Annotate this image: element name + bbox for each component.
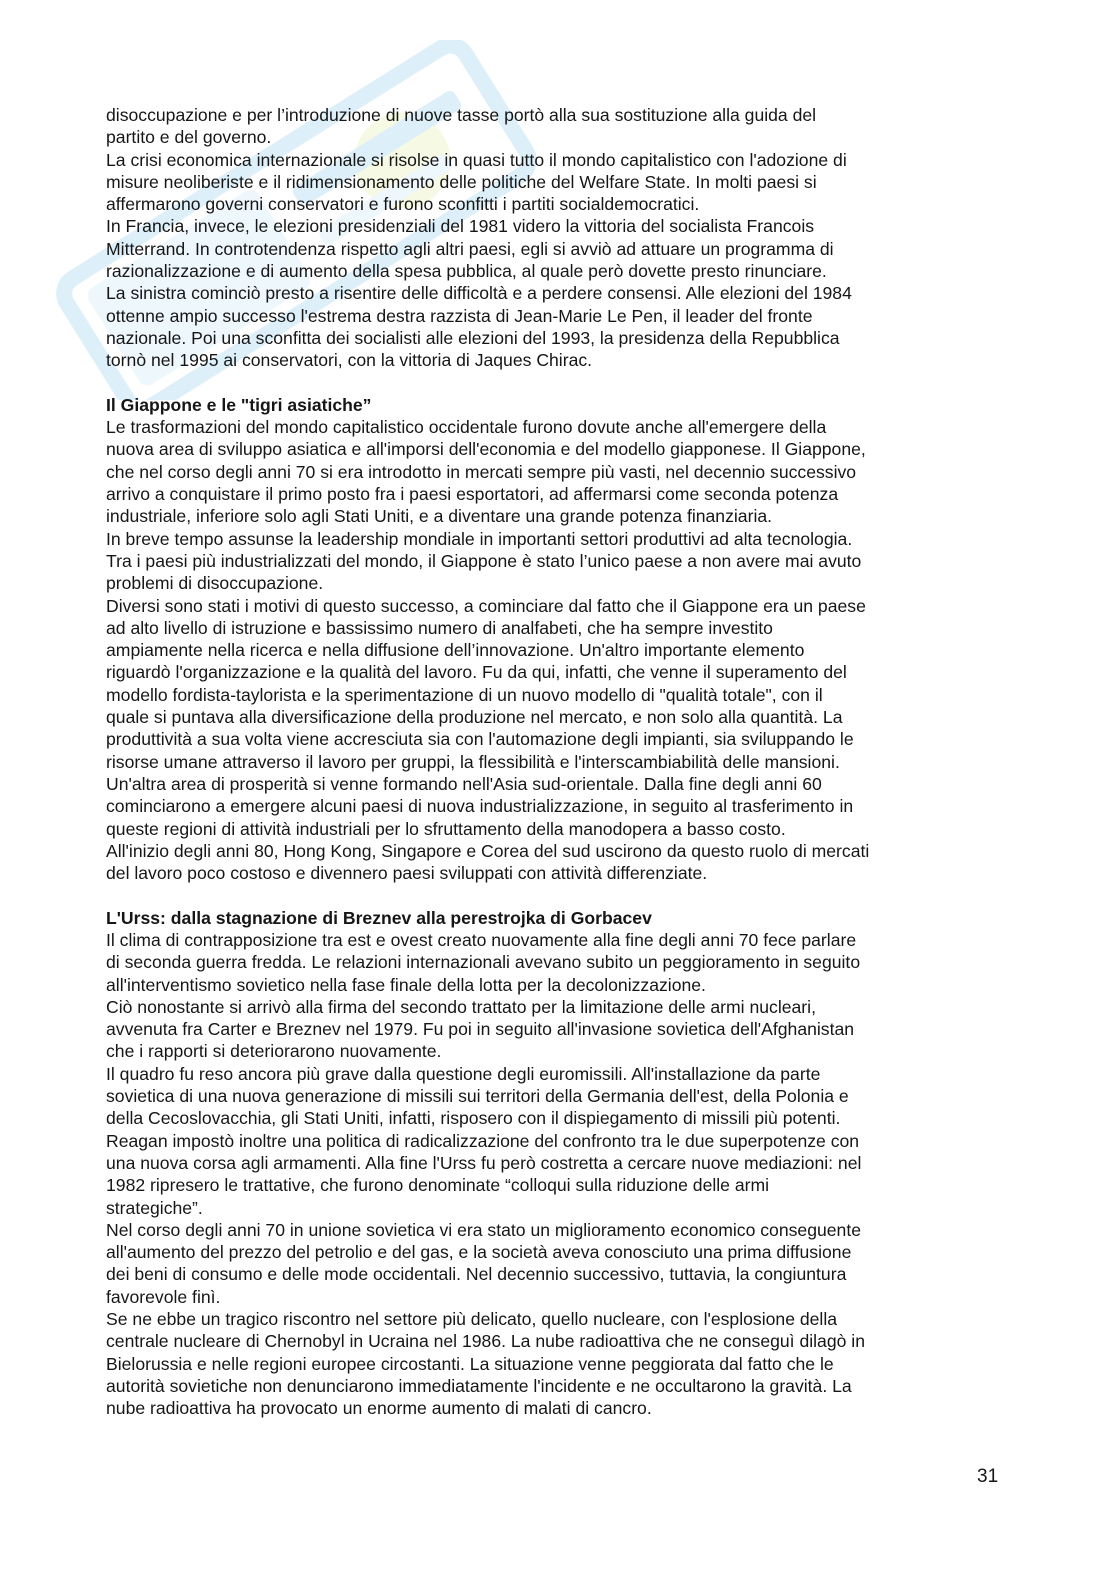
text-line: La sinistra cominciò presto a risentire delle difficoltà e a perdere consensi. Alle elezioni del 1984 <box>106 283 852 304</box>
text-line: Se ne ebbe un tragico riscontro nel settore più delicato, quello nucleare, con l'esplosione della <box>106 1309 838 1330</box>
text-line: di seconda guerra fredda. Le relazioni internazionali avevano subito un peggioramento in seguito <box>106 952 861 973</box>
text-line: misure neoliberiste e il ridimensionamento delle politiche del Welfare State. In molti paesi si <box>106 171 817 192</box>
document-body <box>106 104 1011 1420</box>
text-line: Un'altra area di prosperità si venne formando nell'Asia sud-orientale. Dalla fine degli anni 60 <box>106 773 822 794</box>
text-line: Nel corso degli anni 70 in unione sovietica vi era stato un miglioramento economico conseguente <box>106 1219 862 1240</box>
japan-paragraphs <box>106 416 1011 884</box>
text-line: avvenuta fra Carter e Breznev nel 1979. Fu poi in seguito all'invasione sovietica dell'Afghanistan <box>106 1019 855 1040</box>
text-line: riguardò l'organizzazione e la qualità del lavoro. Fu da qui, infatti, che venne il superamento del <box>106 662 847 683</box>
text-line: una nuova corsa agli armamenti. Alla fine l'Urss fu però costretta a cercare nuove mediazioni: nel <box>106 1152 862 1173</box>
section-heading-urss: L'Urss: dalla stagnazione di Breznev alla perestrojka di Gorbacev <box>106 907 652 928</box>
text-line: problemi di disoccupazione. <box>106 573 324 594</box>
text-line: autorità sovietiche non denunciarono immediatamente l'incidente e ne occultarono la gravità. La <box>106 1375 852 1396</box>
text-line: disoccupazione e per l’introduzione di nuove tasse portò alla sua sostituzione alla guida del <box>106 105 817 125</box>
text-line: che nel corso degli anni 70 si era introdotto in mercati sempre più vasti, nel decennio successivo <box>106 461 857 482</box>
text-line: sovietica di una nuova generazione di missili sui territori della Germania dell'est, della Polonia e <box>106 1086 849 1107</box>
section-gap <box>106 372 1011 394</box>
text-line: ad alto livello di istruzione e bassissimo numero di analfabeti, che ha sempre investito <box>106 617 773 638</box>
text-line: nazionale. Poi una sconfitta dei socialisti alle elezioni del 1993, la presidenza della Repubblica <box>106 327 840 348</box>
section-gap <box>106 884 1011 906</box>
text-line: dei beni di consumo e delle mode occidentali. Nel decennio successivo, tuttavia, la congiuntura <box>106 1264 847 1285</box>
page-number: 31 <box>977 1466 999 1487</box>
text-line: nube radioattiva ha provocato un enorme aumento di malati di cancro. <box>106 1398 652 1419</box>
text-line: all'interventismo sovietico nella fase finale della lotta per la decolonizzazione. <box>106 974 706 995</box>
text-line: tornò nel 1995 ai conservatori, con la vittoria di Jaques Chirac. <box>106 350 593 371</box>
intro-paragraphs <box>106 104 1011 372</box>
text-line: La crisi economica internazionale si risolse in quasi tutto il mondo capitalistico con l'adozione di <box>106 149 847 170</box>
text-line: Le trasformazioni del mondo capitalistico occidentale furono dovute anche all'emergere della <box>106 417 827 438</box>
text-line: risorse umane attraverso il lavoro per gruppi, la flessibilità e l'interscambiabilità delle mansioni. <box>106 751 840 772</box>
text-line: ampiamente nella ricerca e nella diffusione dell’innovazione. Un'altro importante elemento <box>106 640 805 661</box>
text-line: arrivo a conquistare il primo posto fra i paesi esportatori, ad affermarsi come seconda potenza <box>106 484 839 505</box>
text-line: In Francia, invece, le elezioni presidenziali del 1981 videro la vittoria del socialista Francois <box>106 216 815 237</box>
text-line: In breve tempo assunse la leadership mondiale in importanti settori produttivi ad alta tecnologia. <box>106 528 853 549</box>
text-line: Il clima di contrapposizione tra est e ovest creato nuovamente alla fine degli anni 70 fece parlare <box>106 929 857 950</box>
text-line: modello fordista-taylorista e la sperimentazione di un nuovo modello di "qualità totale", con il <box>106 684 823 705</box>
text-line: affermarono governi conservatori e furono sconfitti i partiti socialdemocratici. <box>106 194 700 215</box>
text-line: Bielorussia e nelle regioni europee circostanti. La situazione venne peggiorata dal fatto che le <box>106 1353 834 1374</box>
text-line: del lavoro poco costoso e divennero paesi sviluppati con attività differenziate. <box>106 863 708 884</box>
text-line: 1982 ripresero le trattative, che furono denominate “colloqui sulla riduzione delle armi <box>106 1175 770 1196</box>
text-line: ottenne ampio successo l'estrema destra razzista di Jean-Marie Le Pen, il leader del fronte <box>106 305 813 326</box>
text-line: favorevole finì. <box>106 1286 221 1307</box>
text-line: Reagan impostò inoltre una politica di radicalizzazione del confronto tra le due superpotenze con <box>106 1130 860 1151</box>
text-line: produttività a sua volta viene accresciuta sia con l'automazione degli impianti, sia sviluppando le <box>106 729 854 750</box>
text-line: nuova area di sviluppo asiatica e all'imporsi dell'economia e del modello giapponese. Il Giappone, <box>106 439 866 460</box>
text-line: Il quadro fu reso ancora più grave dalla questione degli euromissili. All'installazione da parte <box>106 1063 821 1084</box>
text-line: Ciò nonostante si arrivò alla firma del secondo trattato per la limitazione delle armi nucleari, <box>106 996 816 1017</box>
text-line: industriale, inferiore solo agli Stati Uniti, e a diventare una grande potenza finanziaria. <box>106 506 773 527</box>
text-line: Tra i paesi più industrializzati del mondo, il Giappone è stato l’unico paese a non avere mai avuto <box>106 550 862 571</box>
text-line: centrale nucleare di Chernobyl in Ucraina nel 1986. La nube radioattiva che ne conseguì dilagò in <box>106 1331 865 1352</box>
text-line: che i rapporti si deteriorarono nuovamente. <box>106 1041 442 1062</box>
text-line: all'aumento del prezzo del petrolio e del gas, e la società aveva conosciuto una prima diffusione <box>106 1242 852 1263</box>
text-line: All'inizio degli anni 80, Hong Kong, Singapore e Corea del sud uscirono da questo ruolo di mercati <box>106 840 870 861</box>
text-line: razionalizzazione e di aumento della spesa pubblica, al quale però dovette presto rinunciare. <box>106 261 827 282</box>
text-line: della Cecoslovacchia, gli Stati Uniti, infatti, risposero con il dispiegamento di missili più potenti. <box>106 1108 841 1129</box>
urss-paragraphs <box>106 929 1011 1420</box>
text-line: Mitterrand. In controtendenza rispetto agli altri paesi, egli si avviò ad attuare un programma di <box>106 238 834 259</box>
text-line: strategiche”. <box>106 1197 203 1218</box>
text-line: quale si puntava alla diversificazione della produzione nel mercato, e non solo alla quantità. La <box>106 707 843 728</box>
text-line: Diversi sono stati i motivi di questo successo, a cominciare dal fatto che il Giappone era un paese <box>106 595 866 616</box>
text-line: cominciarono a emergere alcuni paesi di nuova industrializzazione, in seguito al trasferimento in <box>106 796 854 817</box>
text-line: queste regioni di attività industriali per lo sfruttamento della manodopera a basso costo. <box>106 818 786 839</box>
section-heading-japan: Il Giappone e le "tigri asiatiche” <box>106 394 372 415</box>
text-line: partito e del governo. <box>106 127 272 148</box>
